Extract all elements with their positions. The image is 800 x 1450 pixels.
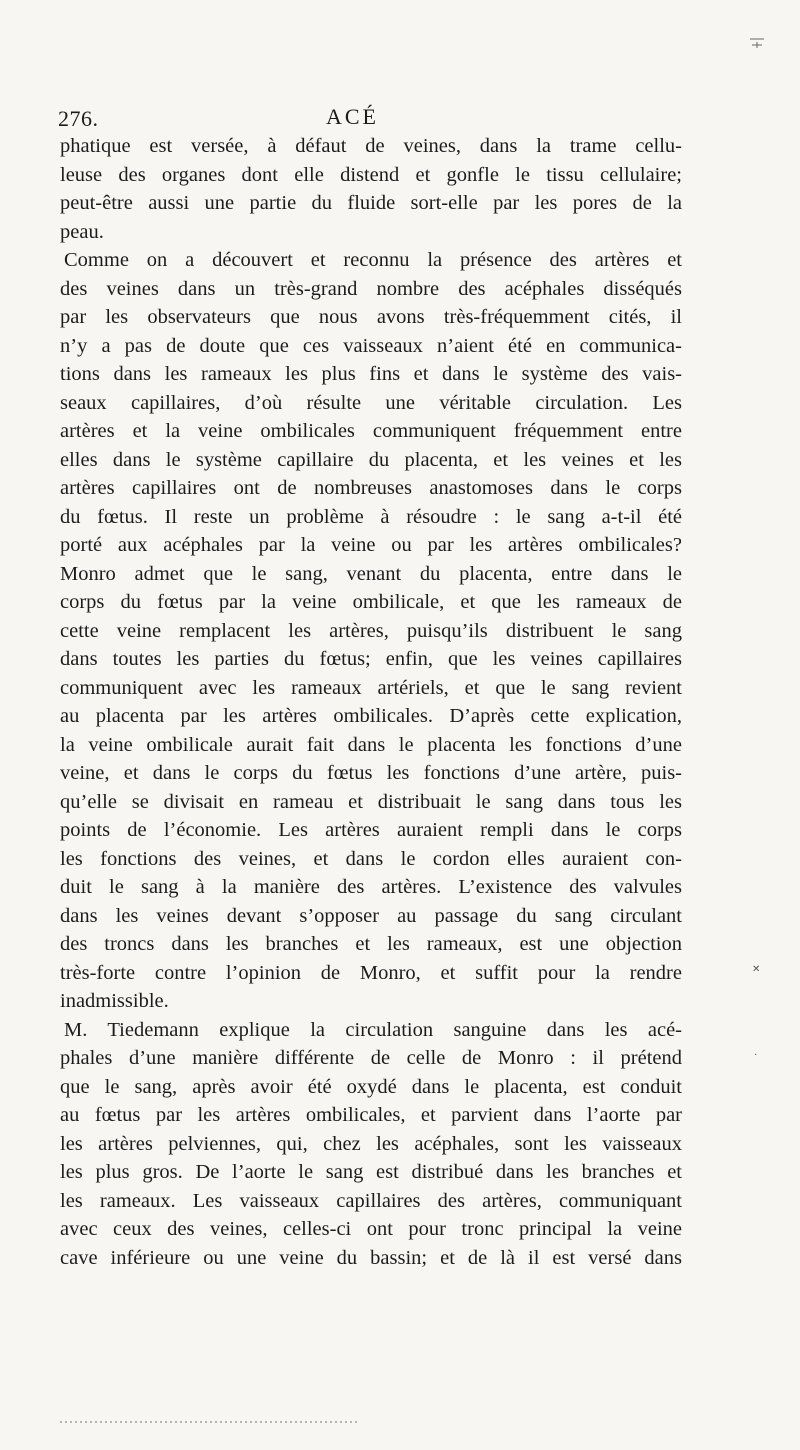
margin-speck: ✕ [752,964,761,975]
text-line: M. Tiedemann explique la circulation sanguine dans les acé- [64,1018,682,1041]
text-line: peut-être aussi une partie du fluide sort-elle par les pores de la [60,192,682,214]
text-line: avec ceux des veines, celles-ci ont pour tronc principal la veine [60,1218,682,1240]
text-line: Comme on a découvert et reconnu la présence des artères et [64,249,682,271]
text-line: dans les veines devant s’opposer au passage du sang circulant [60,904,682,927]
body-text [60,132,682,1272]
margin-speck: · [754,1050,758,1061]
page-header [58,104,678,134]
page-number: 276. [58,106,99,131]
text-line: Monro admet que le sang, venant du placenta, entre dans le [60,562,682,585]
text-line: veine, et dans le corps du fœtus les fonctions d’une artère, puis- [60,762,682,784]
text-line: au fœtus par les artères ombilicales, et parvient dans l’aorte par [60,1104,682,1126]
text-line: cette veine remplacent les artères, puisqu’ils distribuent le sang [60,619,682,642]
text-line: leuse des organes dont elle distend et gonfle le tissu cellulaire; [60,163,682,186]
text-line: les plus gros. De l’aorte le sang est distribué dans les branches et [60,1161,682,1183]
text-line: les fonctions des veines, et dans le cordon elles auraient con- [60,847,682,870]
text-line: artères et la veine ombilicales communiquent fréquemment entre [60,420,682,442]
text-line: n’y a pas de doute que ces vaisseaux n’aient été en communica- [60,334,682,357]
text-line: communiquent avec les rameaux artériels, et que le sang revient [60,676,682,699]
text-line: artères capillaires ont de nombreuses anastomoses dans le corps [60,477,682,499]
text-line: des troncs dans les branches et les rameaux, est une objection [60,933,682,955]
text-line: duit le sang à la manière des artères. L’existence des valvules [60,876,682,898]
text-line: points de l’économie. Les artères auraient rempli dans le corps [60,819,682,841]
text-line: peau. [60,220,104,243]
text-line: les rameaux. Les vaisseaux capillaires des artères, communiquant [60,1189,682,1212]
text-line: phales d’une manière différente de celle de Monro : il prétend [60,1047,682,1069]
text-line: par les observateurs que nous avons très-fréquemment cités, il [60,306,682,328]
text-line: qu’elle se divisait en rameau et distribuait le sang dans tous les [60,790,682,813]
text-line: inadmissible. [60,990,169,1012]
text-line: la veine ombilicale aurait fait dans le placenta les fonctions d’une [60,733,682,756]
text-line: phatique est versée, à défaut de veines, dans la trame cellu- [60,135,682,157]
text-line: corps du fœtus par la veine ombilicale, et que les rameaux de [60,591,682,613]
text-line: du fœtus. Il reste un problème à résoudre : le sang a-t-il été [60,505,682,528]
text-line: cave inférieure ou une veine du bassin; et de là il est versé dans [60,1246,682,1269]
text-line: porté aux acéphales par la veine ou par les artères ombilicales? [60,534,682,556]
text-line: elles dans le système capillaire du placenta, et les veines et les [60,448,682,471]
corner-print-mark [748,36,766,50]
text-line: très-forte contre l’opinion de Monro, et suffit pour la rendre [60,961,682,984]
text-line: au placenta par les artères ombilicales. D’après cette explication, [60,705,682,727]
running-head: ACÉ [326,104,379,129]
text-line: les artères pelviennes, qui, chez les acéphales, sont les vaisseaux [60,1132,682,1155]
footer-dotted-rule [60,1420,360,1424]
text-line: que le sang, après avoir été oxydé dans le placenta, est conduit [60,1075,682,1098]
text-line: des veines dans un très-grand nombre des acéphales disséqués [60,277,682,300]
text-line: dans toutes les parties du fœtus; enfin, que les veines capillaires [60,648,682,670]
text-line: tions dans les rameaux les plus fins et dans le système des vais- [60,363,682,385]
text-line: seaux capillaires, d’où résulte une véritable circulation. Les [60,391,682,414]
